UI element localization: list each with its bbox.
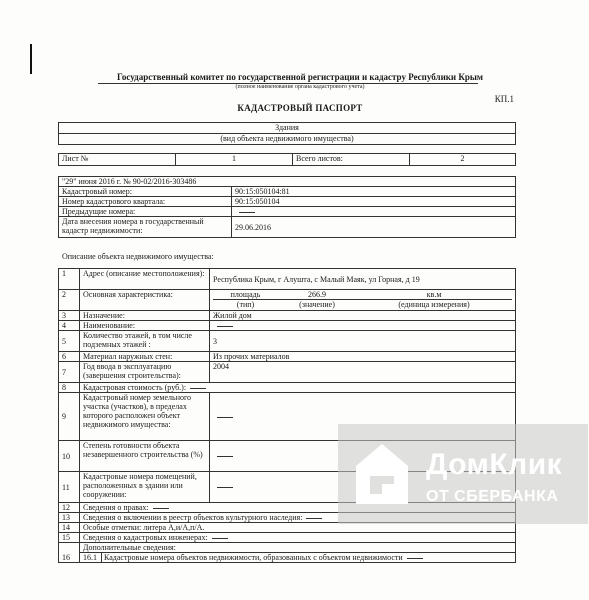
row-10-label: Степень готовности объекта незавершенного строительства (%) — [80, 441, 210, 472]
row-6-label: Материал наружных стен: — [80, 352, 210, 362]
form-code: КП.1 — [494, 94, 514, 104]
row-11-num: 11 — [59, 472, 80, 503]
row-16-label: Дополнительные сведения: — [80, 543, 516, 553]
row-7-num: 7 — [59, 362, 80, 383]
row-5-label: Количество этажей, в том числе подземных этажей : — [80, 331, 210, 352]
row-10-num: 10 — [59, 441, 80, 472]
registration-table — [58, 176, 516, 238]
characteristic-subtable — [213, 290, 512, 309]
section-caption: Описание объекта недвижимого имущества: — [62, 252, 214, 261]
row-2-num: 2 — [59, 290, 80, 311]
empty-dash — [217, 326, 233, 327]
row-16-1-num: 16.1 — [80, 553, 102, 562]
row-8-num: 8 — [59, 383, 80, 393]
row-9-label: Кадастровый номер земельного участка (участков), в пределах которого расположен объект недвижимого имущества: — [80, 393, 210, 441]
org-name: Государственный комитет по государственной регистрации и кадастру Республики Крым — [116, 72, 484, 82]
house-icon — [354, 442, 410, 506]
object-type-table — [58, 122, 516, 145]
row-3-label: Назначение: — [80, 311, 210, 321]
cad-num-value: 90:15:050104:81 — [232, 187, 516, 197]
row-3-num: 3 — [59, 311, 80, 321]
prev-num-value — [232, 207, 516, 217]
char-value-caption: (значение) — [299, 300, 335, 309]
row-16-num: 16 — [59, 543, 80, 563]
empty-dash — [239, 212, 255, 213]
row-5-num: 5 — [59, 331, 80, 352]
empty-dash — [217, 456, 233, 457]
row-12-num: 12 — [59, 503, 80, 513]
row-14-label: Особые отметки: литера А,и/А,п/А. — [80, 523, 516, 533]
watermark-tagline: ОТ СБЕРБАНКА — [426, 488, 559, 505]
org-note: (полное наименование органа кадастрового учета) — [235, 84, 365, 90]
empty-dash — [217, 417, 233, 418]
row-4-num: 4 — [59, 321, 80, 331]
empty-dash — [306, 518, 322, 519]
empty-dash — [212, 538, 228, 539]
empty-dash — [407, 558, 423, 559]
sheet-label: Лист № — [59, 154, 176, 166]
doc-title: КАДАСТРОВЫЙ ПАСПОРТ — [237, 103, 363, 113]
sheet-table — [58, 153, 516, 166]
prev-num-label: Предыдущие номера: — [59, 207, 232, 217]
row-3-value: Жилой дом — [210, 311, 516, 321]
row-7-label: Год ввода в эксплуатацию (завершения строительства): — [80, 362, 210, 383]
empty-dash — [217, 487, 233, 488]
empty-dash — [190, 388, 206, 389]
row-9-num: 9 — [59, 393, 80, 441]
registration-date-line: "29" июня 2016 г. № 90-02/2016-303486 — [59, 177, 516, 187]
row-1-value: Республика Крым, г Алушта, с Малый Маяк, ул Горная, д 19 — [210, 269, 516, 290]
row-13-label: Сведения о включении в реестр объектов культурного наследия: — [80, 513, 516, 523]
row-15-label: Сведения о кадастровых инженерах: — [80, 533, 516, 543]
row-4-label: Наименование: — [80, 321, 210, 331]
date-entry-value: 29.06.2016 — [232, 217, 516, 238]
object-type: Здания — [59, 123, 516, 134]
date-entry-label: Дата внесения номера в государственный кадастр недвижимости: — [59, 217, 232, 238]
empty-dash — [153, 508, 169, 509]
sheet-number: 1 — [176, 154, 293, 166]
char-type-caption: (тип) — [236, 300, 255, 309]
row-6-num: 6 — [59, 352, 80, 362]
row-16-1 — [80, 553, 516, 563]
block-label: Номер кадастрового квартала: — [59, 197, 232, 207]
row-1-num: 1 — [59, 269, 80, 290]
row-2-label: Основная характеристика: — [80, 290, 210, 311]
char-unit-caption: (единица измерения) — [398, 300, 470, 309]
row-16-1-label: Кадастровые номера объектов недвижимости, образованных с объектом недвижимости — [104, 553, 403, 562]
domclick-watermark — [338, 424, 588, 524]
block-value: 90:15:050104 — [232, 197, 516, 207]
total-sheets-label: Всего листов: — [293, 154, 410, 166]
row-15-num: 15 — [59, 533, 80, 543]
row-12-label: Сведения о правах: — [80, 503, 516, 513]
row-6-value: Из прочих материалов — [210, 352, 516, 362]
row-2-value — [210, 290, 516, 311]
margin-mark — [30, 44, 32, 74]
row-7-value: 2004 — [210, 362, 516, 383]
object-type-note: (вид объекта недвижимого имущества) — [59, 134, 516, 145]
total-sheets-number: 2 — [410, 154, 516, 166]
row-11-label: Кадастровые номера помещений, расположенных в здании или сооружении: — [80, 472, 210, 503]
row-8-label: Кадастровая стоимость (руб.): — [80, 383, 516, 393]
char-unit: кв.м — [356, 290, 512, 300]
char-value: 266.9 — [278, 290, 356, 300]
row-5-value: 3 — [210, 331, 516, 352]
watermark-brand: ДомКлик — [426, 448, 563, 481]
char-type: площадь — [213, 290, 278, 300]
row-4-value — [210, 321, 516, 331]
row-13-num: 13 — [59, 513, 80, 523]
row-14-num: 14 — [59, 523, 80, 533]
cad-num-label: Кадастровый номер: — [59, 187, 232, 197]
row-1-label: Адрес (описание местоположения): — [80, 269, 210, 290]
